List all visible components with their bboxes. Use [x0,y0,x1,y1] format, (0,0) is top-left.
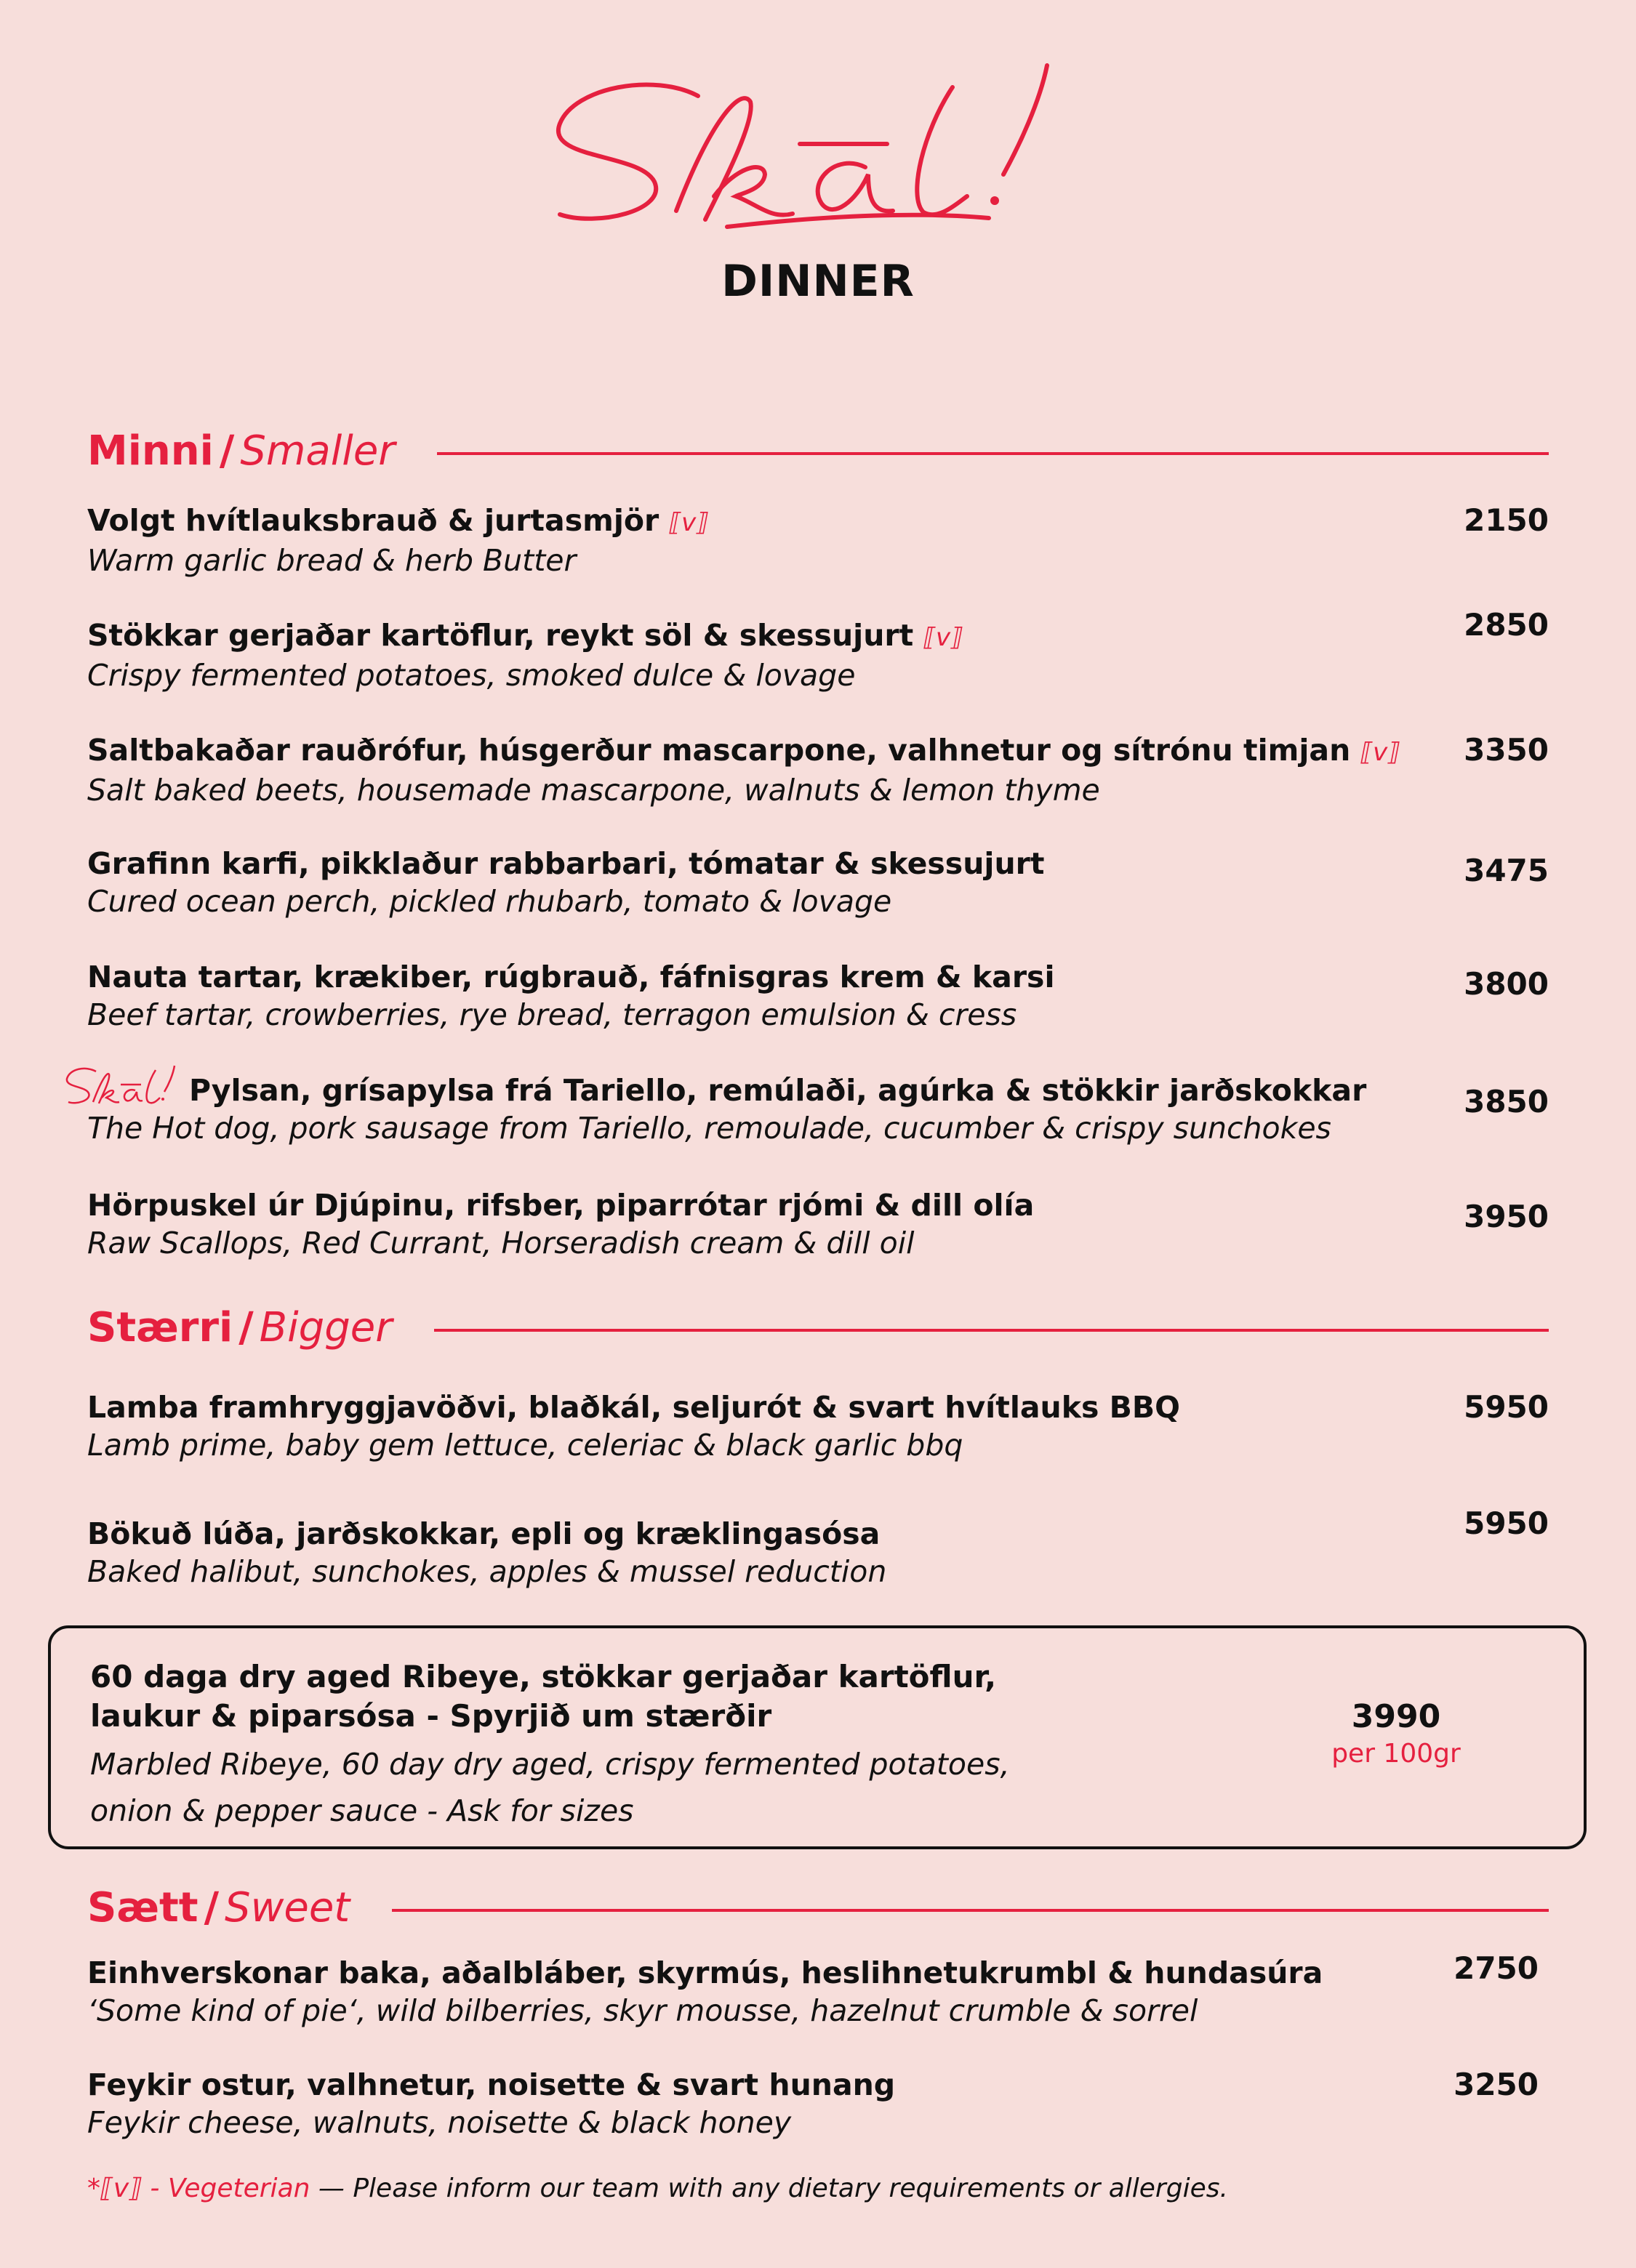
item-price: 3850 [1464,1084,1549,1119]
ribeye-price-unit: per 100gr [1331,1739,1461,1769]
section-slash: / [238,1303,254,1351]
section-name-en: Smaller [240,427,396,475]
item-name-is: Hörpuskel úr Djúpinu, rifsber, piparrótar rjómi & dill olía [87,1188,1035,1223]
item-name-en: Beef tartar, crowberries, rye bread, terragon emulsion & cress [87,997,1017,1032]
item-name-is [87,502,1549,542]
menu-item [87,607,1549,694]
ribeye-name-is-line2: laukur & piparsósa - Spyrjið um stærðir [90,1698,772,1734]
ribeye-name-en-line2: onion & pepper sauce - Ask for sizes [90,1793,634,1828]
item-price: 5950 [1464,1505,1549,1541]
menu-item [87,1388,1549,1464]
item-name-is: Pylsan, grísapylsa frá Tariello, remúlaði, agúrka & stökkir jarðskokkar [189,1073,1367,1108]
section-name-is: Minni [87,427,214,475]
item-name-en: Raw Scallops, Red Currant, Horseradish cream & dill oil [87,1226,915,1260]
ribeye-name-en-line1: Marbled Ribeye, 60 day dry aged, crispy fermented potatoes, [90,1747,1010,1782]
item-name-is: Grafinn karfi, pikklaður rabbarbari, tómatar & skessujurt [87,846,1045,881]
menu-item [87,845,1549,920]
item-name-en: Baked halibut, sunchokes, apples & mussel reduction [87,1554,887,1589]
menu-item [87,1071,1549,1147]
item-price: 3475 [1464,853,1549,888]
vegetarian-legend: *⟦v⟧ - Vegeterian [87,2174,310,2203]
ribeye-price: 3990 [1351,1698,1441,1735]
vegetarian-tag: ⟦v⟧ [1360,738,1400,767]
menu-title: DINNER [721,256,915,307]
skal-mini-logo [64,1063,180,1108]
section-divider [437,452,1549,455]
item-name-is: Einhverskonar baka, aðalbláber, skyrmús, heslihnetukrumbl & hundasúra [87,1955,1323,1990]
section-name-en: Bigger [259,1303,393,1351]
dietary-note: — Please inform our team with any dietary requirements or allergies. [310,2174,1228,2203]
item-name-is-text: Stökkar gerjaðar kartöflur, reykt söl & skessujurt [87,618,914,653]
vegetarian-tag: ⟦v⟧ [669,508,709,537]
ribeye-name-is-line1: 60 daga dry aged Ribeye, stökkar gerjaðar kartöflur, [90,1659,997,1694]
item-name-en: The Hot dog, pork sausage from Tariello, remoulade, cucumber & crispy sunchokes [87,1111,1331,1146]
item-name-en: Warm garlic bread & herb Butter [87,543,577,578]
menu-item [87,1186,1549,1262]
section-bigger-header [87,1298,1549,1356]
item-name-is: Bökuð lúða, jarðskokkar, epli og kræklingasósa [87,1516,881,1551]
section-sweet-header [87,1878,1549,1937]
section-label [87,427,395,475]
featured-ribeye-box [48,1625,1587,1849]
item-name-is: Feykir ostur, valhnetur, noisette & svart hunang [87,2067,896,2102]
item-price: 2750 [1453,1950,1539,1986]
item-price: 3800 [1464,966,1549,1002]
item-price: 3250 [1453,2067,1539,2102]
section-label [87,1304,392,1351]
item-name-en: Crispy fermented potatoes, smoked dulce & lovage [87,658,856,693]
item-name-en: Lamb prime, baby gem lettuce, celeriac & black garlic bbq [87,1428,963,1463]
item-name-en: Cured ocean perch, pickled rhubarb, tomato & lovage [87,884,892,919]
item-name-is-text: Saltbakaðar rauðrófur, húsgerður mascarpone, valhnetur og sítrónu timjan [87,733,1351,768]
item-name-en: Feykir cheese, walnuts, noisette & black honey [87,2105,792,2140]
menu-item [87,2066,1549,2142]
item-name-en: ‘Some kind of pie‘, wild bilberries, skyr mousse, hazelnut crumble & sorrel [87,1993,1198,2028]
section-slash: / [219,427,235,475]
item-name-en: Salt baked beets, housemade mascarpone, walnuts & lemon thyme [87,773,1100,808]
item-name-is [87,731,1549,771]
section-name-is: Stærri [87,1303,233,1351]
skal-logo [545,58,1091,233]
item-name-is: Nauta tartar, krækiber, rúgbrauð, fáfnisgras krem & karsi [87,960,1055,994]
section-name-en: Sweet [225,1883,350,1931]
footer-note [87,2174,1228,2203]
item-price: 3350 [1464,732,1549,768]
section-smaller-header [87,422,1549,480]
menu-item [87,731,1549,809]
menu-item [87,958,1549,1034]
section-divider [434,1329,1549,1332]
section-slash: / [204,1883,220,1931]
section-label [87,1884,350,1931]
item-name-is-text: Volgt hvítlauksbrauð & jurtasmjör [87,503,659,538]
menu-item [87,1950,1549,2030]
item-price: 3950 [1464,1199,1549,1234]
item-price: 5950 [1464,1389,1549,1425]
item-price: 2150 [1464,502,1549,538]
item-name-is [87,616,1549,656]
section-name-is: Sætt [87,1883,199,1931]
menu-item [87,502,1549,579]
item-name-is: Lamba framhryggjavöðvi, blaðkál, seljurót & svart hvítlauks BBQ [87,1390,1181,1425]
section-divider [392,1909,1549,1912]
vegetarian-tag: ⟦v⟧ [923,623,963,652]
menu-item [87,1505,1549,1591]
item-price: 2850 [1464,607,1549,643]
